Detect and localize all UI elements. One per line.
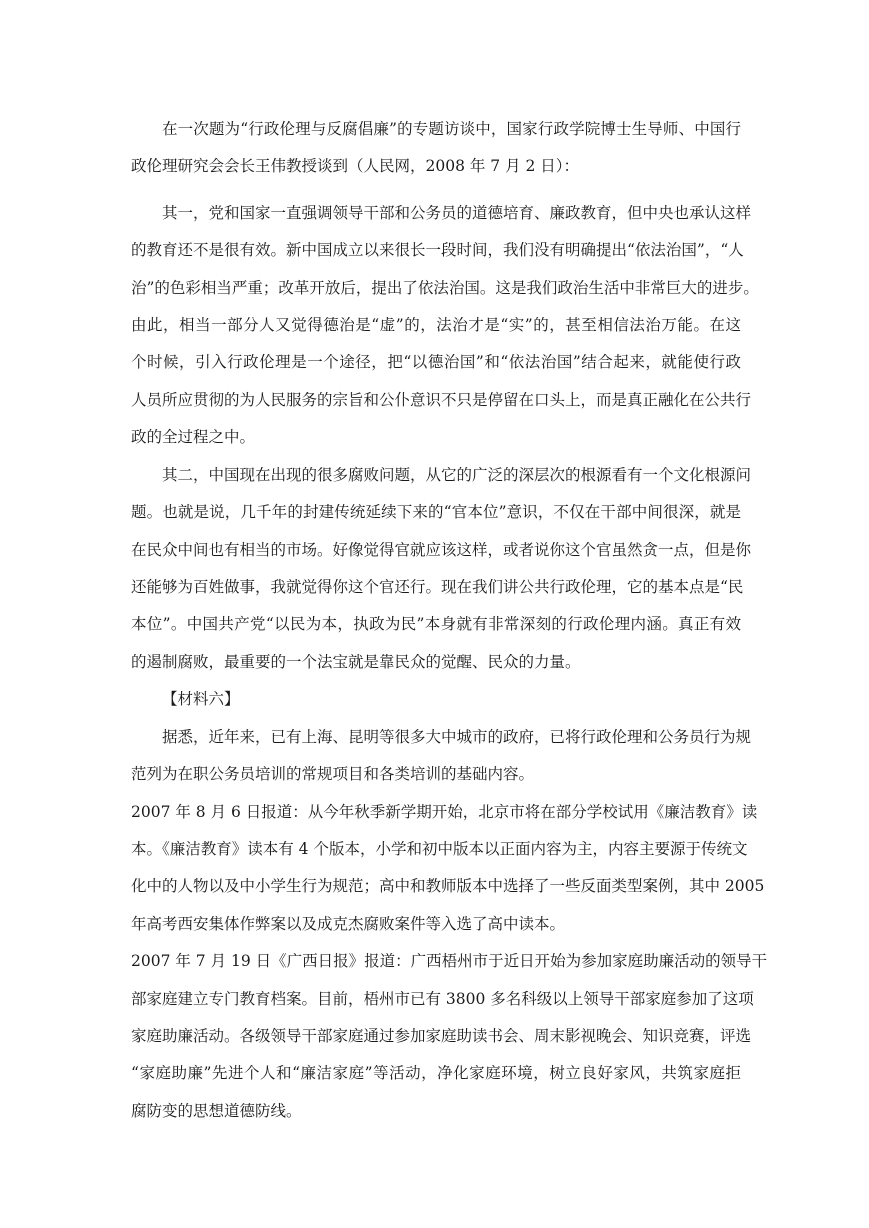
- text-line: 家庭助廉活动。各级领导干部家庭通过参加家庭助读书会、周末影视晚会、知识竞赛，评选: [131, 1027, 752, 1045]
- text-line: 范列为在职公务员培训的常规项目和各类培训的基础内容。: [131, 765, 535, 783]
- text-line: 由此，相当一部分人又觉得德治是“虚”的，法治才是“实”的，甚至相信法治万能。在这: [131, 316, 741, 334]
- text-line: 腐防变的思想道德防线。: [131, 1102, 302, 1120]
- text-line: “家庭助廉”先进个人和“廉洁家庭”等活动，净化家庭环境，树立良好家风，共筑家庭拒: [131, 1064, 741, 1082]
- text-line: 本位”。中国共产党“以民为本，执政为民”本身就有非常深刻的行政伦理内涵。真正有效: [131, 615, 741, 633]
- text-line: 在一次题为“行政伦理与反腐倡廉”的专题访谈中，国家行政学院博士生导师、中国行: [162, 120, 741, 138]
- section-heading: 【材料六】: [162, 690, 240, 708]
- text-line: 的遏制腐败，最重要的一个法宝就是靠民众的觉醒、民众的力量。: [131, 653, 581, 671]
- text-line: 2007 年 8 月 6 日报道：从今年秋季新学期开始，北京市将在部分学校试用《廉洁教育》读: [131, 803, 758, 821]
- text-line: 其二，中国现在出现的很多腐败问题，从它的广泛的深层次的根源看有一个文化根源问: [162, 466, 752, 484]
- text-line: 部家庭建立专门教育档案。目前，梧州市已有 3800 多名科级以上领导干部家庭参加了这项: [131, 990, 754, 1008]
- text-line: 政的全过程之中。: [131, 428, 256, 446]
- text-line: 2007 年 7 月 19 日《广西日报》报道：广西梧州市于近日开始为参加家庭助廉活动的领导干: [131, 952, 768, 970]
- text-line: 在民众中间也有相当的市场。好像觉得官就应该这样，或者说你这个官虽然贪一点，但是你: [131, 541, 752, 559]
- text-line: 其一，党和国家一直强调领导干部和公务员的道德培育、廉政教育，但中央也承认这样: [162, 204, 752, 222]
- text-line: 据悉，近年来，已有上海、昆明等很多大中城市的政府，已将行政伦理和公务员行为规: [162, 728, 752, 746]
- text-line: 治”的色彩相当严重；改革开放后，提出了依法治国。这是我们政治生活中非常巨大的进步。: [131, 279, 759, 297]
- text-line: 年高考西安集体作弊案以及成克杰腐败案件等入选了高中读本。: [131, 915, 566, 933]
- text-line: 人员所应贯彻的为人民服务的宗旨和公仆意识不只是停留在口头上，而是真正融化在公共行: [131, 391, 752, 409]
- text-line: 的教育还不是很有效。新中国成立以来很长一段时间，我们没有明确提出“依法治国”，“人: [131, 241, 744, 259]
- text-line: 题。也就是说，几千年的封建传统延续下来的“官本位”意识，不仅在干部中间很深，就是: [131, 503, 741, 521]
- text-line: 还能够为百姓做事，我就觉得你这个官还行。现在我们讲公共行政伦理，它的基本点是“民: [131, 578, 744, 596]
- text-line: 个时候，引入行政伦理是一个途径，把“以德治国”和“依法治国”结合起来，就能使行政: [131, 353, 741, 371]
- text-line: 化中的人物以及中小学生行为规范；高中和教师版本中选择了一些反面类型案例，其中 2005: [131, 877, 765, 895]
- text-line: 本。《廉洁教育》读本有 4 个版本，小学和初中版本以正面内容为主，内容主要源于传统文: [131, 840, 748, 858]
- text-line: 政伦理研究会会长王伟教授谈到（人民网，2008 年 7 月 2 日）：: [131, 157, 580, 175]
